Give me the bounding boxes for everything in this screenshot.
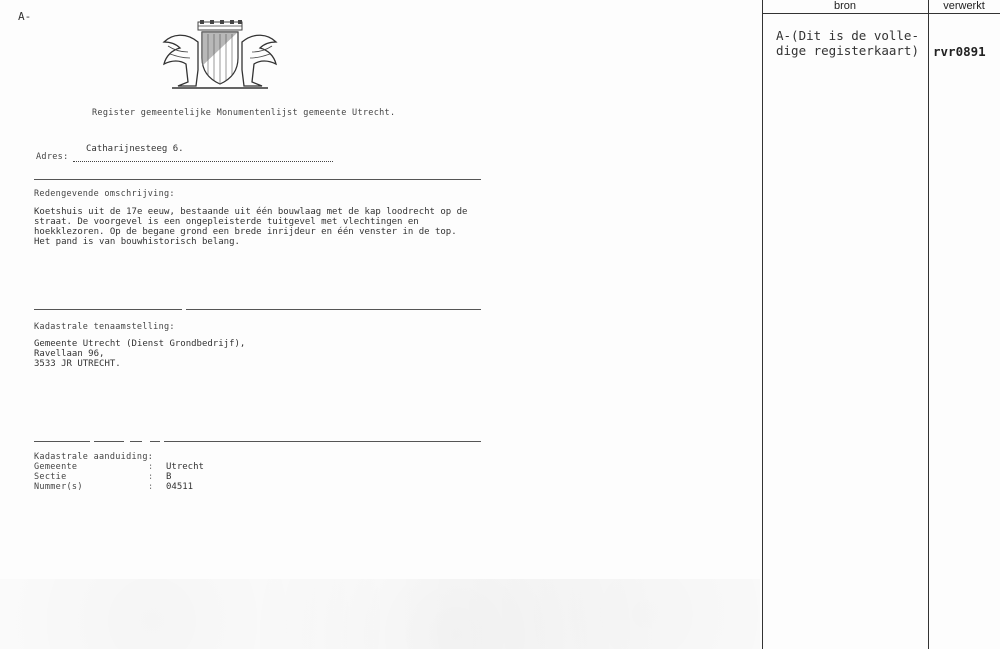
aanduiding-labels: Kadastrale aanduiding: Gemeente Sectie Nummer(s)	[34, 452, 154, 492]
divider-line	[34, 179, 481, 180]
table-column-divider	[928, 0, 929, 649]
bron-verwerkt-table	[762, 0, 1000, 649]
omschrijving-text: Koetshuis uit de 17e eeuw, bestaande uit één bouwlaag met de kap loodrecht op de straat. De voorgevel is een ongepleisterde tuitgevel met vlechtingen en hoekklezoren. Op de begane grond een brede inrijdeur en één venster in de top. Het pand is van bouwhistorisch belang.	[34, 207, 468, 247]
table-header-line	[762, 13, 1000, 14]
aanduiding-colons: : : :	[148, 462, 154, 492]
paper-speckle	[0, 579, 760, 649]
corner-mark: A-	[18, 10, 32, 23]
bron-entry: A-(Dit is de volle- dige registerkaart)	[776, 28, 919, 58]
verwerkt-entry: rvr0891	[933, 44, 986, 59]
adres-label: Adres:	[36, 152, 69, 162]
aanduiding-values: Utrecht B 04511	[166, 462, 204, 492]
bron-header: bron	[833, 0, 857, 12]
tenaamstelling-text: Gemeente Utrecht (Dienst Grondbedrijf), Ravellaan 96, 3533 JR UTRECHT.	[34, 339, 246, 369]
omschrijving-label: Redengevende omschrijving:	[34, 189, 175, 199]
verwerkt-header: verwerkt	[943, 0, 985, 12]
utrecht-coat-of-arms-icon	[158, 20, 282, 92]
adres-value: Catharijnesteeg 6.	[86, 144, 184, 154]
table-border-left	[762, 0, 763, 649]
tenaamstelling-label: Kadastrale tenaamstelling:	[34, 322, 175, 332]
register-title: Register gemeentelijke Monumentenlijst gemeente Utrecht.	[92, 108, 396, 118]
